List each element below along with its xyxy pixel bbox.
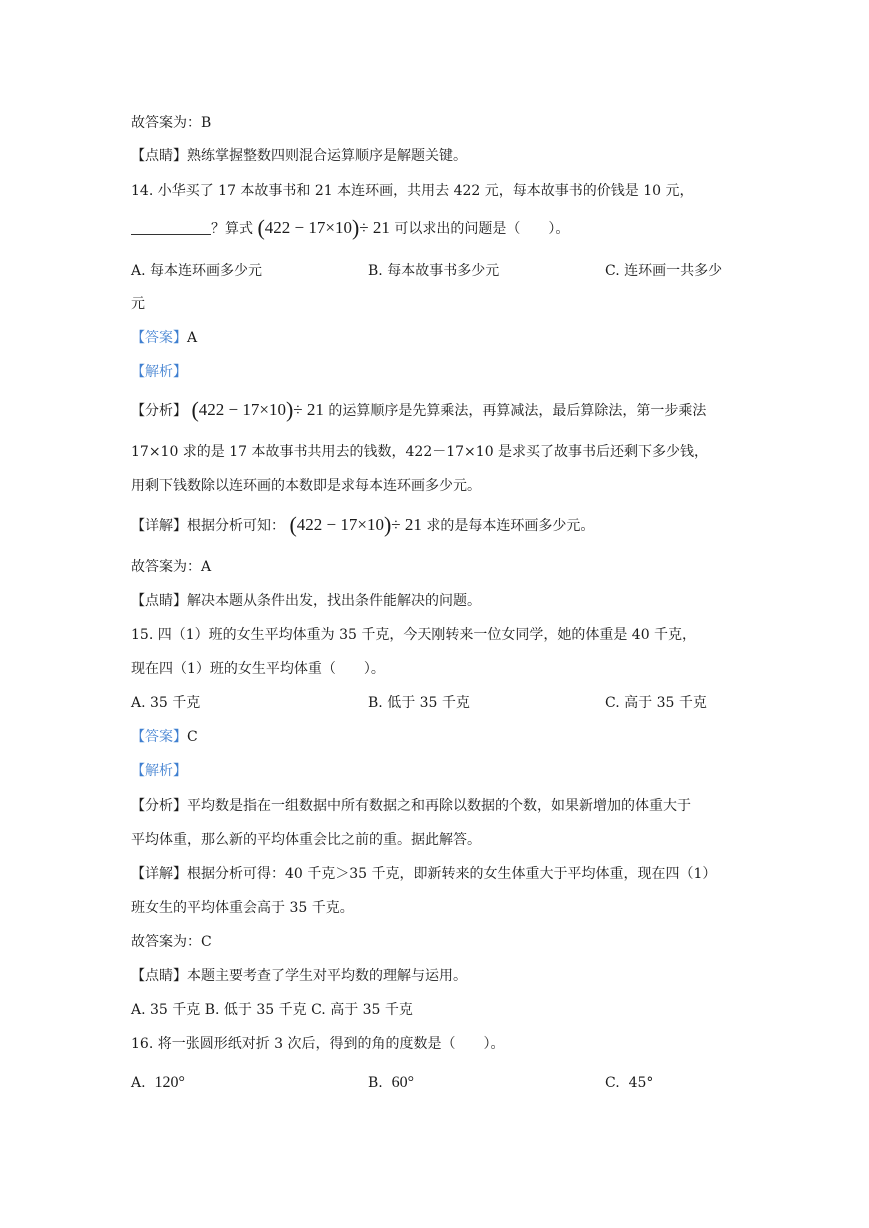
- q14-answer: [131, 328, 197, 348]
- answer-tag: 【答案】: [131, 729, 187, 745]
- q14-fenxi-line3: 用剩下钱数除以连环画的本数即是求每本连环画多少元。: [131, 478, 481, 494]
- q15-final: 故答案为：C: [131, 934, 212, 950]
- q15-answer: [131, 727, 198, 747]
- fenxi-text: 的运算顺序是先算乘法，再算减法，最后算除法，第一步乘法: [328, 403, 707, 419]
- option-label: C.: [605, 1075, 620, 1091]
- dianjing-tag: 【点睛】: [131, 593, 187, 609]
- dianjing-tag: 【点睛】: [131, 148, 187, 164]
- q16-option-c: [605, 1073, 653, 1093]
- q15-stem-line1: 15. 四（1）班的女生平均体重为 35 千克，今天刚转来一位女同学，她的体重是 40 千克，: [131, 627, 697, 643]
- answer-value: A: [187, 330, 198, 346]
- q14-option-c: C. 连环画一共多少: [605, 263, 723, 279]
- q15-analysis-tag: 【解析】: [131, 763, 187, 779]
- q14-stem-line1: 14. 小华买了 17 本故事书和 21 本连环画，共用去 422 元，每本故事书的价钱是 10 元，: [131, 183, 694, 199]
- xiangjie-pre: 根据分析可知：: [187, 518, 285, 534]
- option-label: B.: [368, 1075, 383, 1091]
- q16-option-b: [368, 1073, 414, 1093]
- q14-fenxi-line1: [131, 397, 707, 422]
- q16-option-a: [131, 1073, 185, 1093]
- q14-dianjing: [131, 591, 481, 611]
- option-value: 60°: [391, 1074, 415, 1091]
- q13-dianjing: [131, 146, 467, 166]
- q14-stem-line2: [131, 215, 570, 240]
- q14-fenxi-line2: 17×10 求的是 17 本故事书共用去的钱数，422－17×10 是求买了故事书后还剩下多少钱，: [131, 444, 709, 460]
- q15-dianjing: [131, 966, 467, 986]
- q14-stem-post: 可以求出的问题是（ ）。: [394, 221, 570, 237]
- option-label: A.: [131, 1075, 146, 1091]
- q14-fenxi-expression: (422 − 17×10)÷ 21: [191, 397, 324, 422]
- q14-option-b: B. 每本故事书多少元: [368, 263, 500, 279]
- q15-xiangjie-line2: 班女生的平均体重会高于 35 千克。: [131, 900, 354, 916]
- dianjing-text: 解决本题从条件出发，找出条件能解决的问题。: [187, 593, 481, 609]
- dianjing-text: 本题主要考查了学生对平均数的理解与运用。: [187, 968, 467, 984]
- fenxi-tag: 【分析】: [131, 798, 187, 814]
- q14-xiangjie: [131, 512, 595, 537]
- q14-option-c-wrap: 元: [131, 296, 145, 312]
- q16-stem: 16. 将一张圆形纸对折 3 次后，得到的角的度数是（ ）。: [131, 1036, 505, 1052]
- xiangjie-text: 根据分析可得：40 千克＞35 千克，即新转来的女生体重大于平均体重，现在四（1）: [187, 866, 717, 882]
- q14-option-a: A. 每本连环画多少元: [131, 263, 263, 279]
- q14-xiangjie-expression: (422 − 17×10)÷ 21: [289, 512, 422, 537]
- q15-fenxi-line1: [131, 796, 691, 816]
- answer-tag: 【答案】: [131, 330, 187, 346]
- q15-stem-line2: 现在四（1）班的女生平均体重（ ）。: [131, 661, 385, 677]
- fenxi-tag: 【分析】: [131, 403, 187, 419]
- dianjing-tag: 【点睛】: [131, 968, 187, 984]
- q15-option-a: A. 35 千克: [131, 695, 201, 711]
- q13-answer-line: 故答案为：B: [131, 115, 212, 131]
- q15-recap: A. 35 千克 B. 低于 35 千克 C. 高于 35 千克: [131, 1002, 413, 1018]
- q14-stem-pre: ？算式: [211, 221, 253, 237]
- answer-value: C: [187, 729, 198, 745]
- q14-analysis-tag: 【解析】: [131, 364, 187, 380]
- xiangjie-tag: 【详解】: [131, 866, 187, 882]
- q14-final: 故答案为：A: [131, 559, 212, 575]
- xiangjie-post: 求的是每本连环画多少元。: [426, 518, 595, 534]
- dianjing-text: 熟练掌握整数四则混合运算顺序是解题关键。: [187, 148, 467, 164]
- q15-xiangjie-line1: [131, 864, 716, 884]
- option-value: 45°: [628, 1075, 654, 1091]
- fenxi-text: 平均数是指在一组数据中所有数据之和再除以数据的个数，如果新增加的体重大于: [187, 798, 691, 814]
- option-value: 120°: [154, 1074, 185, 1091]
- answer-blank: [131, 220, 211, 235]
- q15-option-c: C. 高于 35 千克: [605, 695, 707, 711]
- xiangjie-tag: 【详解】: [131, 518, 187, 534]
- q15-fenxi-line2: 平均体重，那么新的平均体重会比之前的重。据此解答。: [131, 832, 481, 848]
- q15-option-b: B. 低于 35 千克: [368, 695, 470, 711]
- q14-expression: (422 − 17×10)÷ 21: [257, 215, 390, 240]
